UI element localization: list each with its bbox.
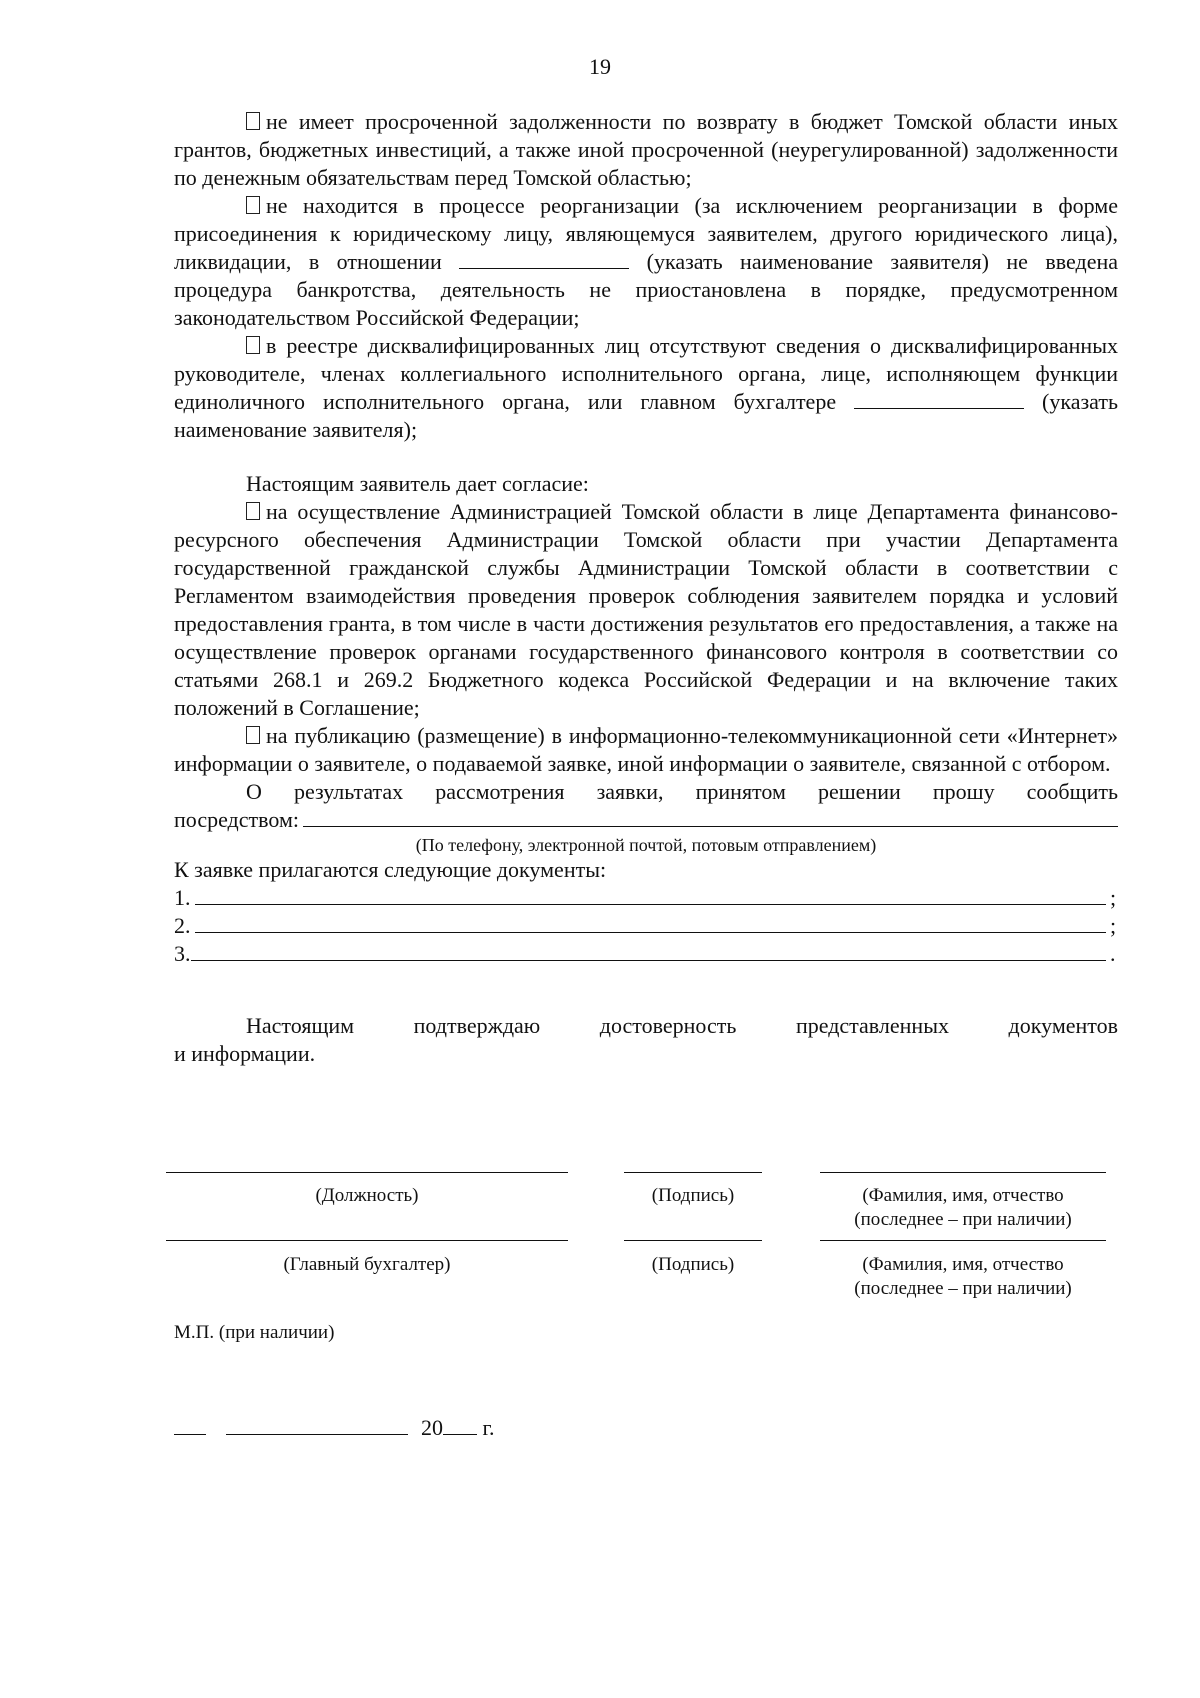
position-caption: (Должность) — [315, 1185, 419, 1206]
attachment-row — [174, 940, 1118, 968]
chief-accountant-caption: (Главный бухгалтер) — [283, 1254, 451, 1275]
attachment-blank[interactable] — [191, 940, 1107, 961]
fio-signature-line[interactable] — [820, 1172, 1106, 1173]
signature-caption: (Подпись) — [651, 1185, 735, 1206]
day-blank[interactable] — [174, 1414, 206, 1435]
consent-inspections: на осуществление Администрацией Томской области в лице Департамента финансово-ресурсного обеспечения Администрации Томской области при участии Департамента государственной гражданской службы Администрации Томской области в соответствии с Регламентом взаимодействия проведения проверок соблюдения заявителем порядка и условий предоставления гранта, в том числе в части достижения результатов его предоставления, а также на осуществление проверок органами государственного финансового контроля в соответствии со статьями 268.1 и 269.2 Бюджетного кодекса Российской Федерации и на включение таких положений в Соглашение; — [174, 499, 1118, 720]
consent-publication: на публикацию (размещение) в информационно-телекоммуникационной сети «Интернет» информации о заявителе, о подаваемой заявке, иной информации о заявителе, связанной с отбором. — [174, 723, 1118, 776]
page-number: 19 — [589, 54, 611, 79]
applicant-name-blank[interactable] — [854, 388, 1024, 409]
confirm-line-2: и информации. — [174, 1041, 316, 1066]
attachment-end: ; — [1110, 885, 1117, 910]
attachment-row — [174, 912, 1118, 940]
document-body — [174, 108, 1118, 1068]
condition-no-disqualified: в реестре дисквалифицированных лиц отсутствуют сведения о дисквалифицированных руководителе, членах коллегиального исполнительного органа, лице, исполняющем функции единоличного исполнительного органа, или главном бухгалтере (указать наименование заявителя); — [174, 333, 1119, 442]
consent-heading: Настоящим заявитель дает согласие: — [246, 471, 589, 496]
fio-caption: (Фамилия, имя, отчество (последнее – при наличии) — [854, 1254, 1072, 1299]
checkbox-icon[interactable] — [246, 336, 260, 354]
attachment-row — [174, 884, 1118, 912]
results-label: посредством: — [174, 807, 299, 832]
condition-no-reorganization: не находится в процессе реорганизации (за исключением реорганизации в форме присоединения к юридическому лицу, являющемуся заявителем, другого юридического лица), ликвидации, в отношении (указать наименование заявителя) не введена процедура банкротства, деятельность не приостановлена в порядке, предусмотренном законодательством Российской Федерации; — [174, 193, 1119, 330]
attachment-blank[interactable] — [195, 884, 1107, 905]
fio-signature-line[interactable] — [820, 1240, 1106, 1241]
confirm-line: Настоящим подтверждаю достоверность представленных документов — [246, 1013, 1118, 1038]
attachment-end: ; — [1110, 913, 1117, 938]
attachment-number: 1. — [174, 885, 191, 910]
checkbox-icon[interactable] — [246, 196, 260, 214]
signature-caption: (Подпись) — [651, 1254, 735, 1275]
results-method-line — [174, 806, 1118, 834]
month-blank[interactable] — [226, 1414, 408, 1435]
results-line: О результатах рассмотрения заявки, принятом решении прошу сообщить — [246, 779, 1118, 804]
condition-no-debt: не имеет просроченной задолженности по возврату в бюджет Томской области иных грантов, бюджетных инвестиций, а также иной просроченной (неурегулированной) задолженности по денежным обязательствам перед Томской областью; — [174, 109, 1118, 190]
year-blank[interactable] — [443, 1414, 477, 1435]
signature-line[interactable] — [624, 1240, 762, 1241]
signature-line[interactable] — [624, 1172, 762, 1173]
year-suffix: г. — [482, 1415, 495, 1440]
attachment-number: 2. — [174, 913, 191, 938]
checkbox-icon[interactable] — [246, 112, 260, 130]
attachment-number: 3. — [174, 941, 191, 966]
attachments-heading: К заявке прилагаются следующие документы: — [174, 857, 607, 882]
attachment-blank[interactable] — [195, 912, 1107, 933]
results-caption: (По телефону, электронной почтой, потовым отправлением) — [415, 835, 877, 855]
fio-caption: (Фамилия, имя, отчество (последнее – при наличии) — [854, 1185, 1072, 1230]
chief-accountant-line[interactable] — [166, 1240, 568, 1241]
checkbox-icon[interactable] — [246, 726, 260, 744]
checkbox-icon[interactable] — [246, 502, 260, 520]
stamp-note: М.П. (при наличии) — [174, 1322, 335, 1343]
attachment-end: . — [1110, 941, 1116, 966]
applicant-name-blank[interactable] — [459, 248, 629, 269]
date-line — [174, 1414, 495, 1442]
results-method-blank[interactable] — [303, 806, 1118, 827]
position-signature-line[interactable] — [166, 1172, 568, 1173]
year-prefix: 20 — [421, 1415, 443, 1440]
